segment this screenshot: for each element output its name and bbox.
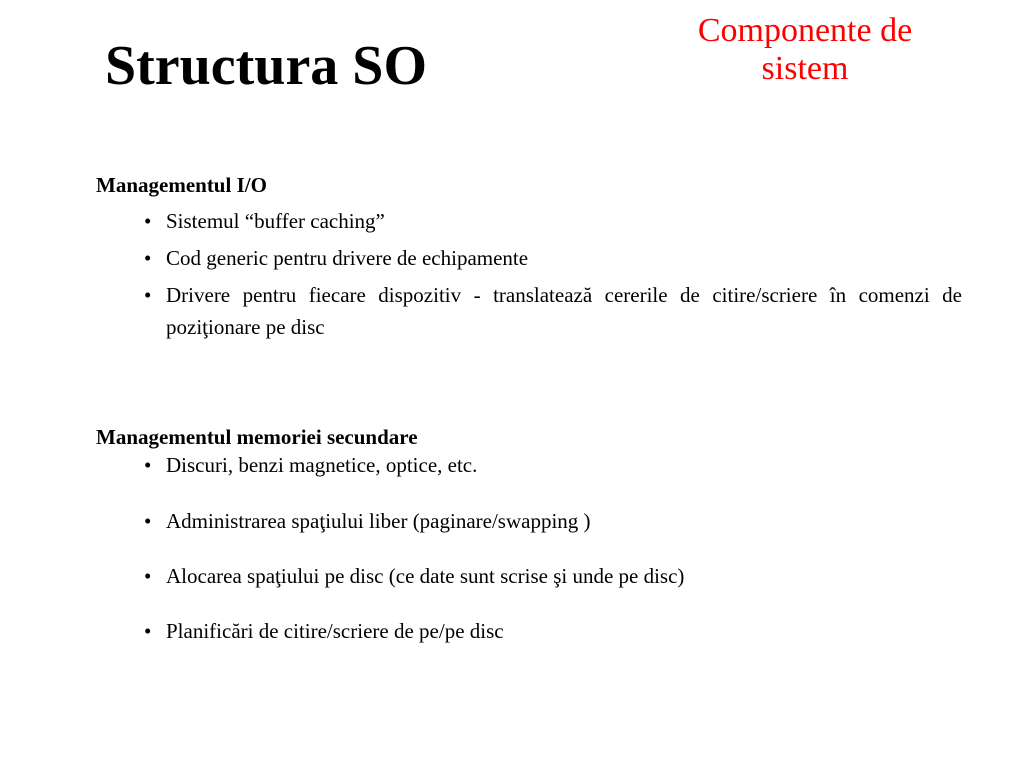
list-item [144, 242, 962, 274]
list-item [144, 449, 962, 481]
bullet-icon: • [144, 209, 152, 233]
section-heading-secondary-memory: Managementul memoriei secundare [96, 425, 418, 449]
list-item [144, 279, 962, 343]
bullet-icon: • [144, 564, 152, 588]
bullet-icon: • [144, 283, 152, 307]
list-item-text: Administrarea spaţiului liber (paginare/swapping ) [166, 509, 591, 533]
list-item [144, 615, 962, 647]
list-item-text: Sistemul “buffer caching” [166, 209, 385, 233]
bullet-icon: • [144, 509, 152, 533]
section-heading-io: Managementul I/O [96, 173, 267, 197]
list-item [144, 560, 962, 592]
slide-subtitle-line-2: sistem [761, 50, 849, 87]
slide-subtitle-line-1: Componente de [697, 12, 913, 49]
list-item-text: Drivere pentru fiecare dispozitiv - translatează cererile de citire/scriere în comenzi de poziţionare pe disc [166, 283, 962, 339]
bullet-icon: • [144, 619, 152, 643]
list-item [144, 205, 962, 237]
list-item-text: Alocarea spaţiului pe disc (ce date sunt scrise şi unde pe disc) [166, 564, 685, 588]
list-item-text: Planificări de citire/scriere de pe/pe disc [166, 619, 504, 643]
bullet-icon: • [144, 453, 152, 477]
bullet-icon: • [144, 246, 152, 270]
list-item [144, 505, 962, 537]
slide-subtitle [655, 12, 955, 88]
list-item-text: Discuri, benzi magnetice, optice, etc. [166, 453, 478, 477]
list-item-text: Cod generic pentru drivere de echipamente [166, 246, 529, 270]
slide-title: Structura SO [105, 35, 427, 97]
